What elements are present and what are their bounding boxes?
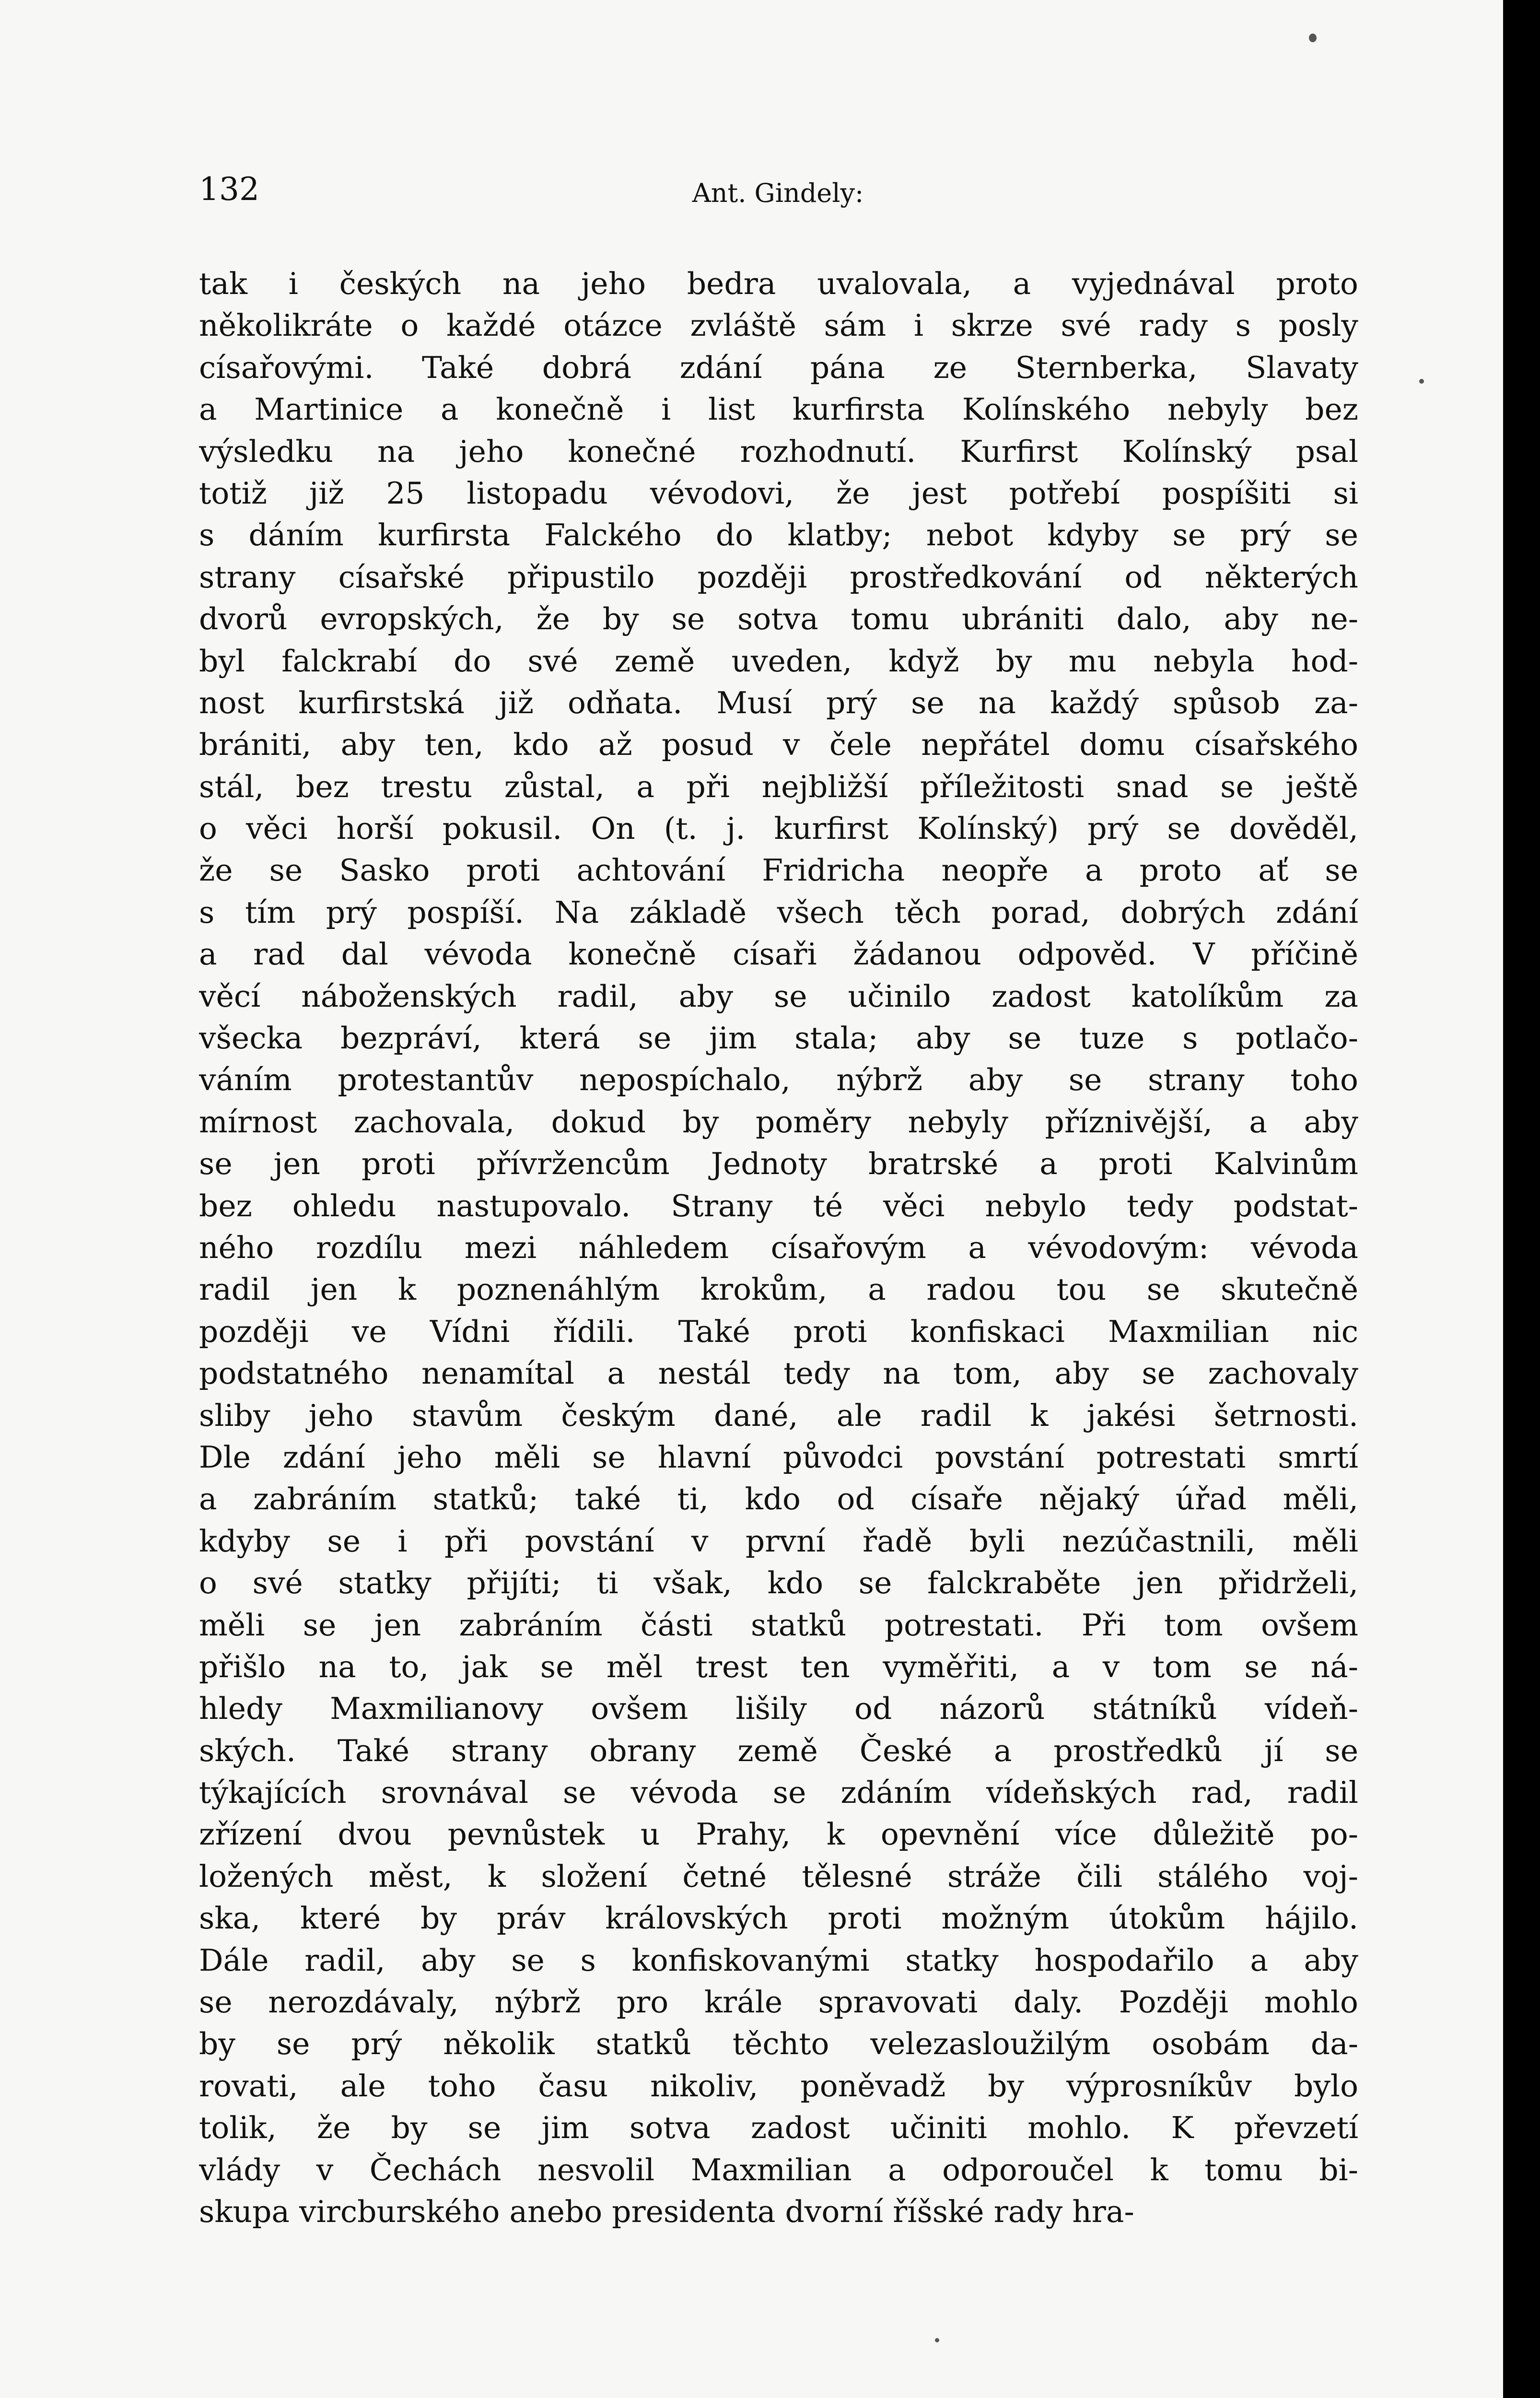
- text-line: věcí náboženských radil, aby se učinilo zadost katolíkům za: [199, 978, 1358, 1014]
- text-line: výsledku na jeho konečné rozhodnutí. Kurfirst Kolínský psal: [199, 434, 1358, 469]
- text-line: a Martinice a konečně i list kurfirsta Kolínského nebyly bez: [199, 392, 1358, 427]
- text-line: týkajících srovnával se vévoda se zdáním vídeňských rad, radil: [199, 1775, 1358, 1810]
- text-line: skupa vircburského anebo presidenta dvorní říšské rady hra-: [199, 2194, 1134, 2229]
- page-edge-shadow: [1503, 0, 1540, 2398]
- text-line: bez ohledu nastupovalo. Strany té věci nebylo tedy podstat-: [199, 1188, 1358, 1223]
- text-line: Dále radil, aby se s konfiskovanými statky hospodařilo a aby: [199, 1942, 1358, 1978]
- text-line: by se prý několik statků těchto velezasloužilým osobám da-: [199, 2026, 1358, 2062]
- text-line: nost kurfirstská již odňata. Musí prý se na každý spůsob za-: [199, 685, 1358, 720]
- text-line: ska, které by práv královských proti možným útokům hájilo.: [199, 1901, 1358, 1936]
- text-line: rovati, ale toho času nikoliv, poněvadž by výprosníkův bylo: [199, 2068, 1358, 2104]
- text-line: se nerozdávaly, nýbrž pro krále spravovati daly. Později mohlo: [199, 1985, 1358, 2020]
- text-line: s dáním kurfirsta Falckého do klatby; nebot kdyby se prý se: [199, 517, 1358, 553]
- text-line: stál, bez trestu zůstal, a při nejbližší příležitosti snad se ještě: [199, 769, 1358, 804]
- text-line: ských. Také strany obrany země České a prostředků jí se: [199, 1733, 1358, 1768]
- text-line: císařovými. Také dobrá zdání pána ze Sternberka, Slavaty: [199, 350, 1358, 385]
- text-line: a rad dal vévoda konečně císaři žádanou odpověd. V příčině: [199, 937, 1358, 972]
- text-line: s tím prý pospíší. Na základě všech těch porad, dobrých zdání: [199, 894, 1358, 930]
- paper-speck: [1419, 379, 1424, 384]
- text-line: o své statky přijíti; ti však, kdo se falckraběte jen přidrželi,: [199, 1565, 1358, 1601]
- page-number: 132: [199, 171, 259, 208]
- text-line: sliby jeho stavům českým dané, ale radil k jakési šetrnosti.: [199, 1398, 1358, 1433]
- text-line: o věci horší pokusil. On (t. j. kurfirst Kolínský) prý se dověděl,: [199, 811, 1358, 846]
- text-line: Dle zdání jeho měli se hlavní původci povstání potrestati smrtí: [199, 1439, 1358, 1475]
- text-line: totiž již 25 listopadu vévodovi, že jest potřebí pospíšiti si: [199, 475, 1358, 511]
- text-line: a zabráním statků; také ti, kdo od císaře nějaký úřad měli,: [199, 1481, 1358, 1517]
- text-line: kdyby se i při povstání v první řadě byli nezúčastnili, měli: [199, 1523, 1358, 1559]
- text-line: se jen proti přívržencům Jednoty bratrské a proti Kalvinům: [199, 1146, 1358, 1182]
- text-line: mírnost zachovala, dokud by poměry nebyly příznivější, a aby: [199, 1104, 1358, 1140]
- text-line: podstatného nenamítal a nestál tedy na tom, aby se zachovaly: [199, 1356, 1358, 1391]
- text-line: vlády v Čechách nesvolil Maxmilian a odporoučel k tomu bi-: [199, 2152, 1358, 2187]
- text-line: přišlo na to, jak se měl trest ten vyměřiti, a v tom se ná-: [199, 1649, 1358, 1684]
- paper-speck: [1309, 34, 1317, 42]
- text-line: že se Sasko proti achtování Fridricha neopře a proto ať se: [199, 853, 1358, 888]
- text-line: všecka bezpráví, která se jim stala; aby se tuze s potlačo-: [199, 1021, 1358, 1056]
- text-line: tak i českých na jeho bedra uvalovala, a vyjednával proto: [199, 266, 1358, 301]
- text-line: radil jen k poznenáhlým krokům, a radou tou se skutečně: [199, 1272, 1358, 1307]
- text-line: brániti, aby ten, kdo až posud v čele nepřátel domu císařského: [199, 727, 1358, 763]
- text-line: hledy Maxmilianovy ovšem lišily od názorů státníků vídeň-: [199, 1691, 1358, 1727]
- running-head: Ant. Gindely:: [692, 178, 864, 208]
- text-line: ného rozdílu mezi náhledem císařovým a vévodovým: vévoda: [199, 1230, 1358, 1265]
- text-line: několikráte o každé otázce zvláště sám i skrze své rady s posly: [199, 308, 1358, 343]
- body-text: [199, 263, 1358, 2233]
- text-line: později ve Vídni řídili. Také proti konfiskaci Maxmilian nic: [199, 1314, 1358, 1349]
- text-line: tolik, že by se jim sotva zadost učiniti mohlo. K převzetí: [199, 2110, 1358, 2146]
- text-line: měli se jen zabráním části statků potrestati. Při tom ovšem: [199, 1607, 1358, 1643]
- text-line: strany císařské připustilo později prostředkování od některých: [199, 559, 1358, 595]
- text-line: byl falckrabí do své země uveden, když by mu nebyla hod-: [199, 643, 1358, 679]
- text-line: zřízení dvou pevnůstek u Prahy, k opevnění více důležitě po-: [199, 1817, 1358, 1852]
- text-line: ložených měst, k složení četné tělesné stráže čili stálého voj-: [199, 1858, 1358, 1894]
- text-line: váním protestantův nepospíchalo, nýbrž aby se strany toho: [199, 1062, 1358, 1098]
- page-header: [199, 165, 1357, 218]
- text-line: dvorů evropských, že by se sotva tomu ubrániti dalo, aby ne-: [199, 601, 1358, 637]
- paper-speck: [935, 2338, 939, 2342]
